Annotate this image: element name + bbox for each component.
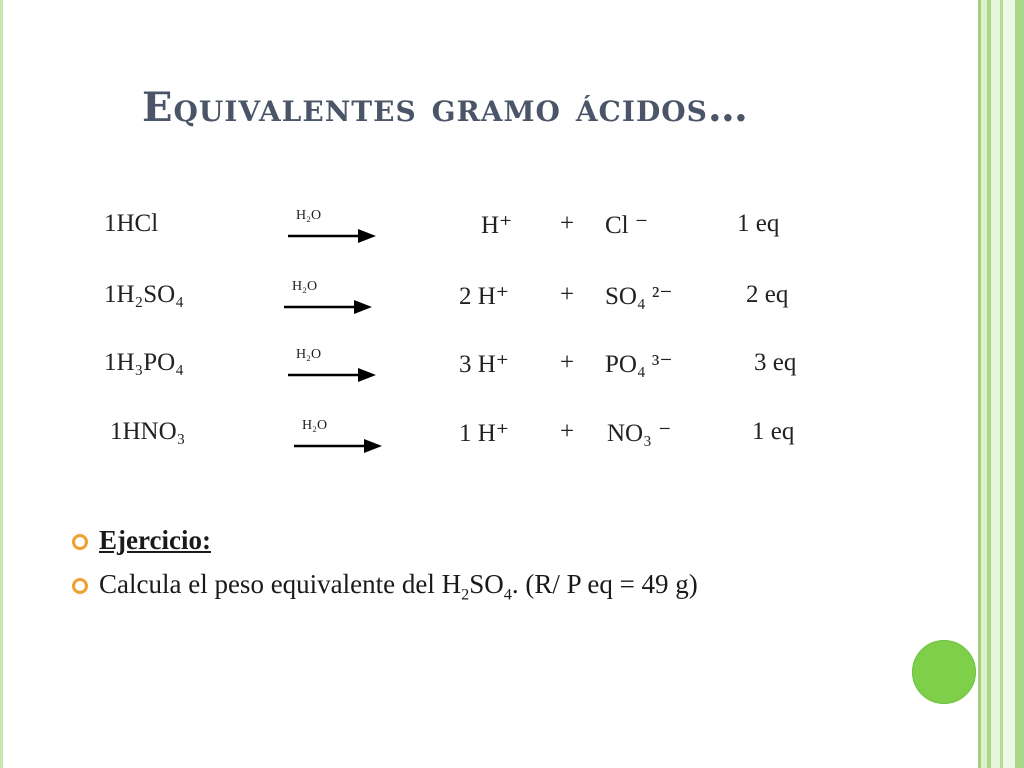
- product-ion-1: H⁺: [481, 212, 513, 239]
- arrow-icon: [284, 295, 374, 319]
- plus-sign: +: [560, 349, 575, 376]
- reactant: 1HNO₃: [110, 418, 186, 445]
- reaction-row: [0, 349, 1024, 409]
- arrow-icon: [294, 434, 384, 458]
- reaction-arrow: [284, 279, 374, 325]
- bullet-list: [72, 522, 892, 620]
- reaction-row: [0, 418, 1024, 478]
- arrow-icon: [288, 363, 378, 387]
- reaction-arrow: [288, 347, 378, 393]
- product-ion-1: 3 H⁺: [459, 351, 509, 378]
- product-ion-2: SO₄ ²⁻: [605, 283, 673, 310]
- solvent-label: H₂O: [292, 279, 318, 294]
- reaction-arrow: [288, 208, 378, 254]
- solvent-label: H₂O: [296, 208, 322, 223]
- plus-sign: +: [560, 210, 575, 237]
- exercise-heading: Ejercicio:: [99, 525, 211, 555]
- product-ion-2: PO₄ ³⁻: [605, 351, 673, 378]
- bullet-icon: [72, 578, 88, 594]
- bullet-icon: [72, 534, 88, 550]
- product-ion-2: NO₃ ⁻: [607, 420, 672, 447]
- solvent-label: H₂O: [302, 418, 328, 433]
- bullet-item: [72, 522, 892, 558]
- reaction-row: [0, 281, 1024, 341]
- exercise-text-part: Calcula el peso equivalente del H: [99, 569, 462, 599]
- exercise-text-part: . (R/ P eq = 49 g): [511, 569, 698, 599]
- exercise-text: [99, 569, 698, 604]
- reactant: 1H₂SO₄: [104, 281, 184, 308]
- slide-title: Equivalentes gramo ácidos…: [142, 84, 749, 131]
- product-ion-1: 2 H⁺: [459, 283, 509, 310]
- solvent-label: H₂O: [296, 347, 322, 362]
- reaction-arrow: [294, 418, 384, 464]
- subscript: 2: [461, 585, 470, 604]
- decorative-green-circle: [912, 640, 976, 704]
- bullet-item: [72, 566, 892, 612]
- subscript: 4: [503, 585, 512, 604]
- equivalents: 3 eq: [754, 349, 797, 376]
- plus-sign: +: [560, 281, 575, 308]
- reactant: 1HCl: [104, 210, 159, 237]
- exercise-text-part: SO: [469, 569, 504, 599]
- equivalents: 1 eq: [737, 210, 780, 237]
- equivalents: 1 eq: [752, 418, 795, 445]
- plus-sign: +: [560, 418, 575, 445]
- product-ion-2: Cl ⁻: [605, 212, 649, 239]
- reaction-row: [0, 210, 1024, 270]
- product-ion-1: 1 H⁺: [459, 420, 509, 447]
- reactant: 1H₃PO₄: [104, 349, 184, 376]
- equivalents: 2 eq: [746, 281, 789, 308]
- arrow-icon: [288, 224, 378, 248]
